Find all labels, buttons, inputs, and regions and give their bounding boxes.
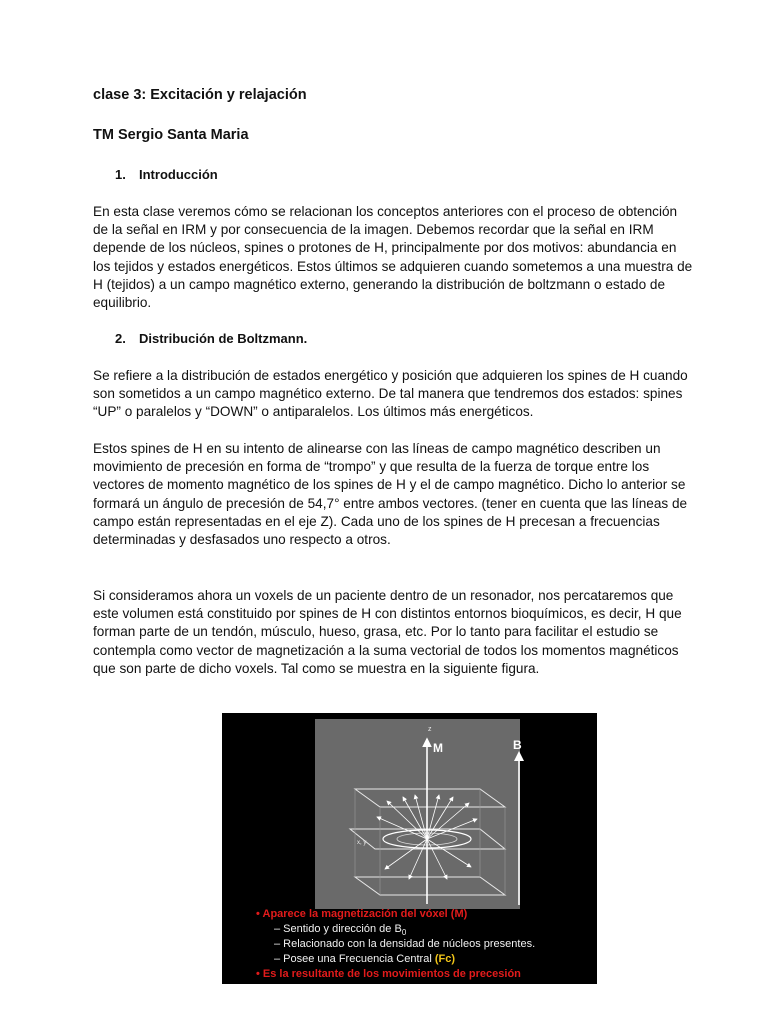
top-plane (355, 789, 505, 807)
b-field-arrow (507, 737, 531, 907)
paragraph-precession: Estos spines de H en su intento de alinearse con las líneas de campo magnético describen un movimiento de precesión en forma de “trompo” y que resulta de la fuerza de torque entre los vectores de momento magnético de los spines de H y el de campo magnético. Dicho lo anterior se formará un ángulo de precesión de 54,7° entre ambos vectores. (tener en cuenta que las líneas de campo están representadas en el eje Z). Cada uno de los spines de H precesan a frecuencias determinadas y desfasados uno respecto a otros. (93, 441, 688, 548)
figure-diagram-panel (315, 719, 520, 909)
section-title: Distribución de Boltzmann. (139, 331, 308, 346)
figure-bullet-2: • Es la resultante de los movimientos de precesión (256, 968, 521, 980)
b-label: B (513, 738, 522, 752)
paragraph-intro: En esta clase veremos cómo se relacionan los conceptos anteriores con el proceso de obtención de la señal en IRM y por consecuencia de la imagen. Debemos recordar que la señal en IRM depende de los núcleos, spines o protones de H, principalmente por dos motivos: abundancia en los tejidos y estados energéticos. Estos últimos se adquieren cuando sometemos a una muestra de H (tejidos) a un campo magnético externo, generando la distribución de boltzmann o estado de equilibrio. (93, 204, 693, 311)
magnetization-figure (222, 713, 597, 984)
figure-bullet-1: • Aparece la magnetización del vóxel (M) (256, 908, 468, 920)
paragraph-voxel: Si consideramos ahora un voxels de un paciente dentro de un resonador, nos percataremos que este volumen está constituido por spines de H con distintos entornos bioquímicos, es decir, H que forman parte de un tendón, músculo, hueso, grasa, etc. Por lo tanto para facilitar el estudio se contempla como vector de magnetización a la suma vectorial de todos los momentos magnéticos que son parte de dicho voxels. Tal como se muestra en la siguiente figura. (93, 588, 682, 676)
section-number: 2. (115, 331, 126, 346)
bottom-plane (355, 877, 505, 895)
document-title: clase 3: Excitación y relajación (93, 87, 307, 103)
figure-sub-1-text: – Sentido y dirección de B (274, 923, 402, 935)
paragraph-boltzmann: Se refiere a la distribución de estados energético y posición que adquieren los spines de H cuando son sometidos a un campo magnético externo. De tal manera que tendremos dos estados: spines “UP” o paralelos y “DOWN” o antiparalelos. Los últimos más energéticos. (93, 368, 688, 420)
section-number: 1. (115, 167, 126, 182)
section-heading-2 (115, 331, 307, 346)
voxel-magnetization-diagram (315, 719, 520, 909)
figure-sub-3-text: – Posee una Frecuencia Central (274, 953, 435, 965)
axis-z-label: z (428, 726, 432, 733)
figure-sub-1 (274, 923, 406, 937)
figure-sub-3-highlight: (Fc) (434, 953, 455, 965)
section-heading-1 (115, 167, 218, 182)
figure-sub-2: – Relacionado con la densidad de núcleos presentes. (274, 938, 536, 950)
section-title: Introducción (139, 167, 218, 182)
figure-sub-1-subscript: 0 (401, 928, 407, 938)
axis-xy-label: x, y (357, 840, 367, 846)
m-label: M (433, 741, 443, 755)
document-author: TM Sergio Santa Maria (93, 127, 249, 143)
figure-sub-3 (274, 953, 455, 965)
